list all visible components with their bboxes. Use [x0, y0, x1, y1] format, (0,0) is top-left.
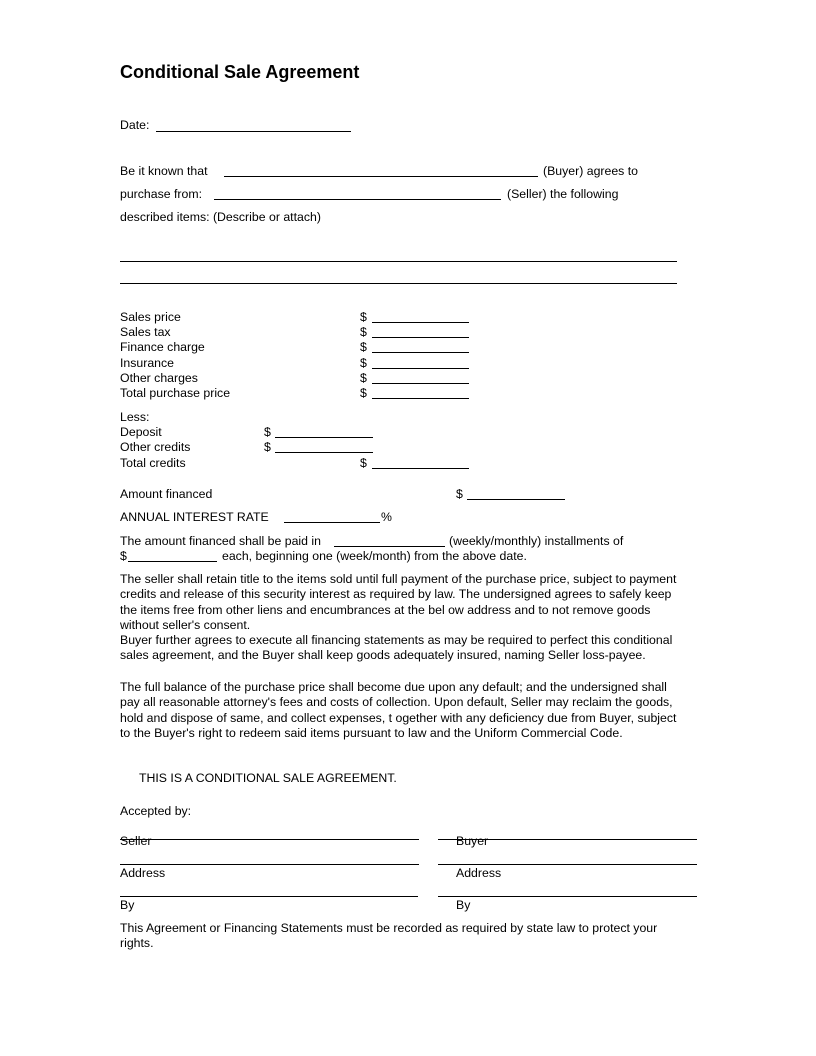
charge-row: [120, 356, 480, 371]
currency-symbol: $: [264, 440, 271, 454]
currency-symbol: $: [360, 340, 367, 354]
other-credits-label: Other credits: [120, 440, 191, 454]
percent-sign: %: [381, 510, 392, 524]
described-items-text: described items: (Describe or attach): [120, 210, 321, 224]
amount-financed-row: [120, 487, 570, 502]
be-it-known-text: Be it known that: [120, 164, 208, 178]
currency-symbol: $: [360, 386, 367, 400]
deposit-row: [120, 425, 480, 440]
interest-rate-label: ANNUAL INTEREST RATE: [120, 510, 269, 524]
buyer-address-label: Address: [456, 866, 502, 880]
date-field[interactable]: [156, 131, 351, 132]
currency-symbol: $: [456, 487, 463, 501]
seller-by-line[interactable]: [120, 896, 418, 897]
purchase-from-text: purchase from:: [120, 187, 203, 201]
installments-text-3: each, beginning one (week/month) from the above date.: [222, 549, 527, 563]
other-credits-field[interactable]: [275, 452, 373, 453]
charge-amount-field[interactable]: [372, 337, 469, 338]
currency-symbol: $: [360, 310, 367, 324]
buyer-by-label: By: [456, 898, 471, 912]
interest-rate-field[interactable]: [284, 522, 380, 523]
conditional-sale-notice: THIS IS A CONDITIONAL SALE AGREEMENT.: [139, 771, 397, 785]
buyer-address-line[interactable]: [438, 864, 697, 865]
financing-statements-paragraph: Buyer further agrees to execute all financing statements as may be required to perfect this conditional sales agreement, and the Buyer shall keep goods adequately insured, naming Seller loss-payee.: [120, 633, 673, 663]
total-credits-label: Total credits: [120, 456, 186, 470]
charge-label: Finance charge: [120, 340, 205, 354]
installments-count-field[interactable]: [334, 546, 445, 547]
installments-text-2: (weekly/monthly) installments of: [449, 534, 624, 548]
seller-signature-label: Seller: [120, 834, 152, 848]
buyer-signature-line[interactable]: [438, 839, 697, 840]
currency-symbol: $: [360, 456, 367, 470]
deposit-field[interactable]: [275, 437, 373, 438]
deposit-label: Deposit: [120, 425, 162, 439]
installments-dollar: $: [120, 549, 127, 563]
recording-notice: This Agreement or Financing Statements must be recorded as required by state law to protect your rights.: [120, 921, 658, 951]
seller-signature-line[interactable]: [120, 839, 419, 840]
buyer-signature-label: Buyer: [456, 834, 489, 848]
buyer-by-line[interactable]: [438, 896, 697, 897]
buyer-agrees-text: (Buyer) agrees to: [543, 164, 639, 178]
seller-address-line[interactable]: [120, 864, 419, 865]
charge-label: Other charges: [120, 371, 198, 385]
currency-symbol: $: [264, 425, 271, 439]
item-description-line-1[interactable]: [120, 261, 677, 262]
buyer-name-field[interactable]: [224, 176, 538, 177]
charge-row: [120, 340, 480, 355]
charge-amount-field[interactable]: [372, 352, 469, 353]
charge-row: [120, 386, 480, 401]
currency-symbol: $: [360, 325, 367, 339]
amount-financed-field[interactable]: [467, 499, 565, 500]
seller-name-field[interactable]: [214, 199, 501, 200]
charge-row: [120, 371, 480, 386]
installment-amount-field[interactable]: [128, 561, 217, 562]
amount-financed-label: Amount financed: [120, 487, 213, 501]
charge-label: Total purchase price: [120, 386, 231, 400]
charge-amount-field[interactable]: [372, 383, 469, 384]
total-credits-row: [120, 456, 480, 471]
total-credits-field[interactable]: [372, 468, 469, 469]
date-label: Date:: [120, 118, 150, 132]
seller-following-text: (Seller) the following: [507, 187, 619, 201]
currency-symbol: $: [360, 356, 367, 370]
charge-label: Insurance: [120, 356, 175, 370]
seller-by-label: By: [120, 898, 135, 912]
charge-amount-field[interactable]: [372, 368, 469, 369]
less-label: Less:: [120, 410, 150, 424]
accepted-by-label: Accepted by:: [120, 804, 192, 818]
charge-amount-field[interactable]: [372, 398, 469, 399]
charge-label: Sales price: [120, 310, 181, 324]
other-credits-row: [120, 440, 480, 455]
installments-text-1: The amount financed shall be paid in: [120, 534, 321, 548]
seller-address-label: Address: [120, 866, 166, 880]
charge-amount-field[interactable]: [372, 322, 469, 323]
item-description-line-2[interactable]: [120, 283, 677, 284]
default-paragraph: The full balance of the purchase price shall become due upon any default; and the undersigned shall pay all reasonable attorney's fees and costs of collection. Upon default, Seller may reclaim the goods, hold and dispose of same, and collect expenses, t ogether with any deficiency due from Buyer, subject to the Buyer's right to redeem said items pursuant to law and the Uniform Commercial Code.: [120, 680, 677, 740]
charge-row: [120, 325, 480, 340]
currency-symbol: $: [360, 371, 367, 385]
charge-row: [120, 310, 480, 325]
page-title: Conditional Sale Agreement: [120, 62, 360, 82]
charge-label: Sales tax: [120, 325, 171, 339]
title-retention-paragraph: The seller shall retain title to the items sold until full payment of the purchase price, subject to payment credits and release of this security interest as required by law. The undersigned agrees to safely keep the items free from other liens and encumbrances at the bel ow address and to not remove goods without seller's consent.: [120, 572, 677, 632]
